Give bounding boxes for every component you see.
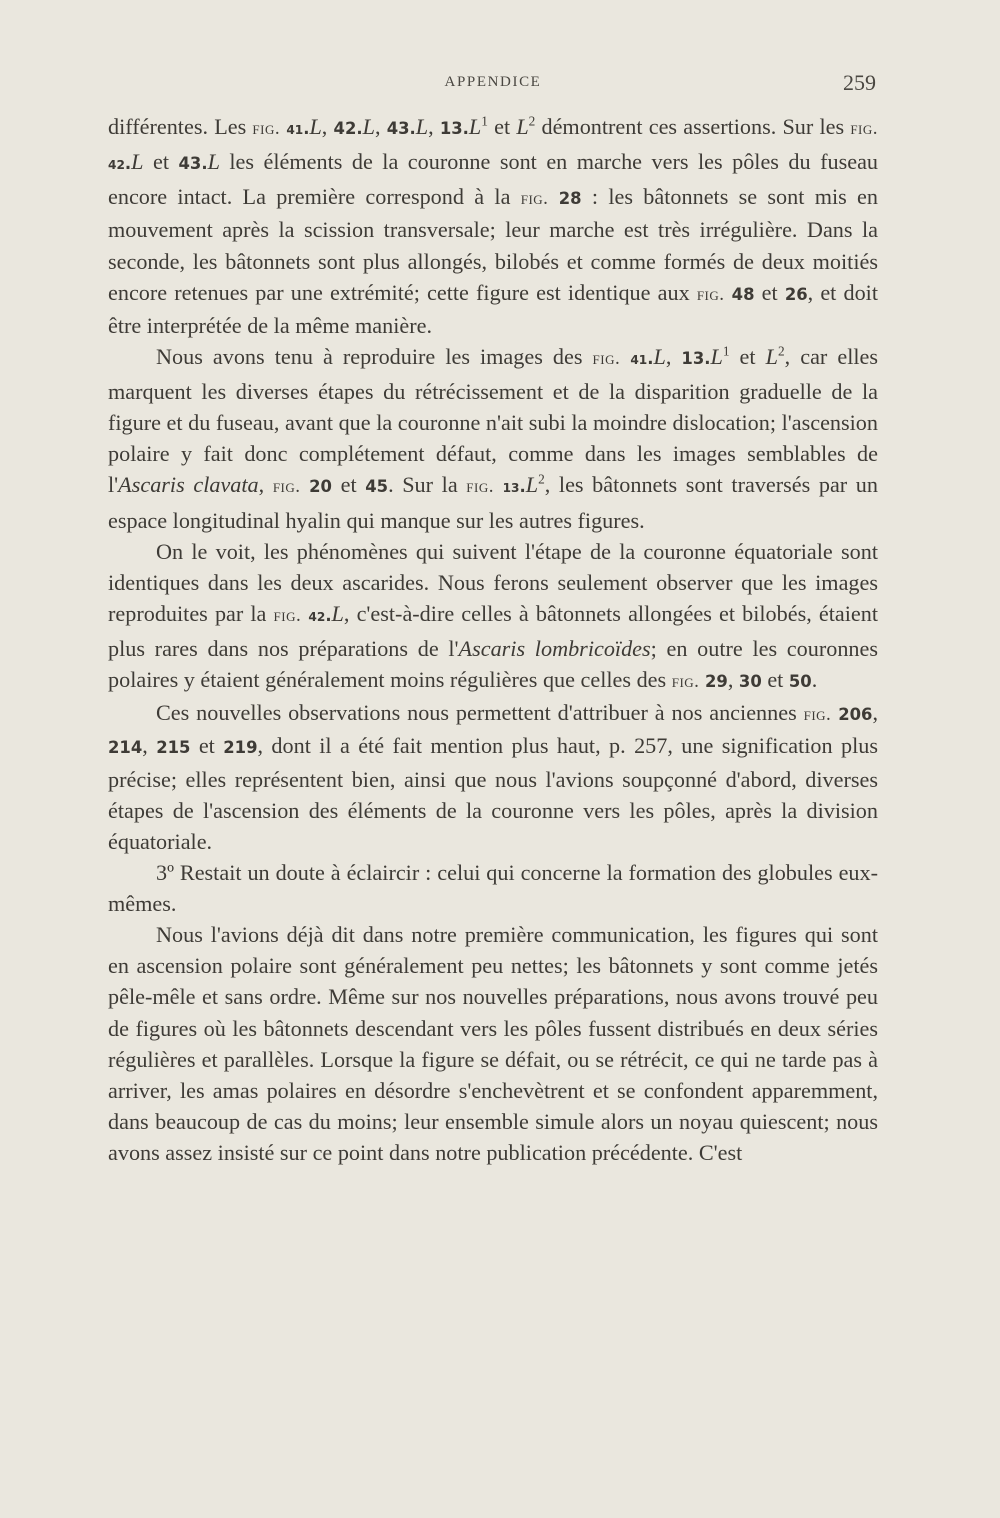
paragraph: Ces nouvelles observations nous permettent d'attribuer à nos anciennes fig. 206, 214, 215 et 219, dont il a été fait mention plus haut, p. 257, une signification plus précise; elles représentent bien, ainsi que nous l'avions soupçonné d'abord, diverses étapes de l'ascension des éléments de la couronne vers les pôles, après la division équatoriale. [108,700,879,854]
page-number: 259 [843,70,876,95]
running-title: APPENDICE [444,74,542,90]
paragraph: Nous avons tenu à reproduire les images des fig. 41.L, $13.L^1$ et $L^2$, car elles marquent les diverses étapes du rétrécissement et de la disparition graduelle de la figure et du fuseau, avant que la couronne n'ait subi la moindre dislocation; l'ascension polaire y fait donc complétement défaut, comme dans les images semblables de l'Ascaris clavata, fig. 20 et 45. Sur la fig. $13.L^2$, les bâtonnets sont traversés par un espace longitudinal hyalin qui manque sur les autres figures. [108,343,879,533]
paragraph: On le voit, les phénomènes qui suivent l'étape de la couronne équatoriale sont identiques dans les deux ascarides. Nous ferons seulement observer que les images reproduites par la fig. 42.L, c'est-à-dire celles à bâtonnets allongées et bilobés, étaient plus rares dans nos préparations de l'Ascaris lombricoïdes; en outre les couronnes polaires y étaient généralement moins régulières que celles des fig. 29, 30 et 50. [108,538,879,693]
running-header [108,70,878,96]
paragraph: Nous l'avions déjà dit dans notre première communication, les figures qui sont en ascension polaire sont généralement peu nettes; les bâtonnets y sont comme jetés pêle-mêle et sans ordre. Même sur nos nouvelles préparations, nous avons trouvé peu de figures où les bâtonnets descendant vers les pôles fussent distribués en deux séries régulières et parallèles. Lorsque la figure se défait, ou se rétrécit, ce qui ne tarde pas à arriver, les amas polaires en désordre s'enchevètrent et se confondent apparemment, dans beaucoup de cas du moins; leur ensemble simule alors un noyau quiescent; nous avons assez insisté sur ce point dans notre publication précédente. C'est [108,922,878,1165]
body-text [108,111,878,1168]
paragraph: différentes. Les fig. 41.L, 42.L, 43.L, $13.L^1$ et $L^2$ démontrent ces assertions. Sur les fig. 42.L et 43.L les éléments de la couronne sont en marche vers les pôles du fuseau encore intact. La première correspond à la fig. 28 : les bâtonnets se sont mis en mouvement après la scission transversale; leur marche est très irrégulière. Dans la seconde, les bâtonnets sont plus allongés, bilobés et comme formés de deux moitiés encore retenues par une extrémité; cette figure est identique aux fig. 48 et 26, et doit être interprétée de la même manière. [108,113,879,338]
paragraph: 3º Restait un doute à éclaircir : celui qui concerne la formation des globules eux-mêmes. [108,859,878,916]
